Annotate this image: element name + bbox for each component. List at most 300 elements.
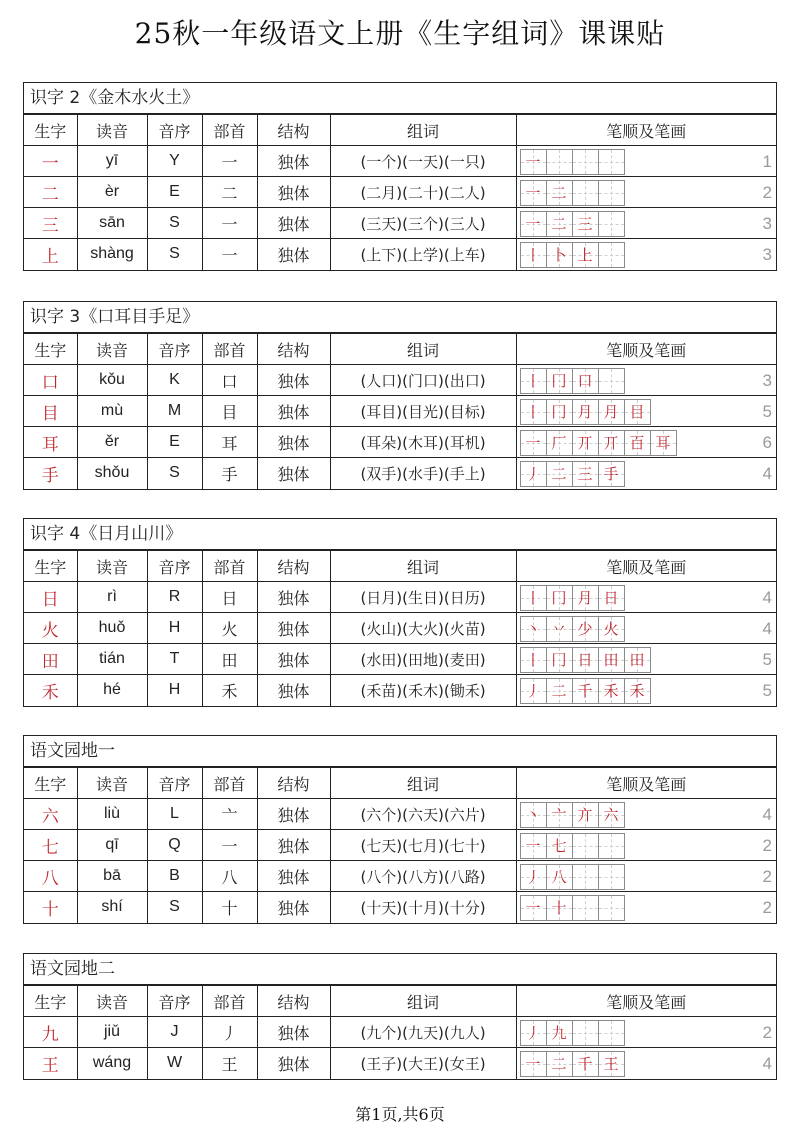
stroke-order-cell bbox=[516, 177, 776, 208]
structure: 独体 bbox=[257, 675, 330, 706]
stroke-step: 王 bbox=[603, 1055, 619, 1073]
column-header: 笔顺及笔画 bbox=[516, 986, 776, 1017]
table-row bbox=[24, 208, 776, 239]
stroke-order-cell bbox=[516, 365, 776, 396]
stroke-box bbox=[599, 181, 625, 205]
character-table bbox=[24, 333, 776, 489]
stroke-box bbox=[573, 181, 599, 205]
section-3 bbox=[23, 518, 777, 707]
stroke-box bbox=[521, 586, 547, 610]
stroke-box bbox=[521, 1021, 547, 1045]
pinyin: hé bbox=[77, 675, 147, 706]
column-header: 读音 bbox=[77, 551, 147, 582]
stroke-box bbox=[573, 586, 599, 610]
stroke-step: 三 bbox=[577, 215, 593, 233]
stroke-count: 3 bbox=[762, 214, 772, 233]
stroke-box bbox=[573, 648, 599, 672]
stroke-step: 目 bbox=[629, 403, 645, 421]
character-table bbox=[24, 767, 776, 923]
table-row bbox=[24, 861, 776, 892]
stroke-step: 丶 bbox=[525, 620, 541, 638]
stroke-step: 丨 bbox=[525, 651, 541, 669]
phonetic-initial: E bbox=[147, 427, 202, 458]
stroke-count: 2 bbox=[762, 867, 772, 886]
section-heading: 识字 3《口耳目手足》 bbox=[24, 302, 776, 333]
stroke-box bbox=[521, 617, 547, 641]
structure: 独体 bbox=[257, 396, 330, 427]
phonetic-initial: Y bbox=[147, 146, 202, 177]
stroke-box bbox=[651, 431, 677, 455]
radical: 田 bbox=[202, 644, 257, 675]
stroke-order-cell bbox=[516, 1017, 776, 1048]
section-heading: 识字 4《日月山川》 bbox=[24, 519, 776, 550]
stroke-box bbox=[547, 803, 573, 827]
radical: 一 bbox=[202, 239, 257, 270]
stroke-step: 二 bbox=[551, 215, 567, 233]
stroke-box bbox=[521, 212, 547, 236]
radical: 火 bbox=[202, 613, 257, 644]
column-header: 部首 bbox=[202, 115, 257, 146]
stroke-box bbox=[521, 865, 547, 889]
stroke-count: 5 bbox=[762, 681, 772, 700]
new-character: 上 bbox=[24, 239, 77, 270]
new-character: 目 bbox=[24, 396, 77, 427]
structure: 独体 bbox=[257, 582, 330, 613]
stroke-count: 6 bbox=[762, 433, 772, 452]
table-row bbox=[24, 396, 776, 427]
table-row bbox=[24, 675, 776, 706]
stroke-grid bbox=[520, 864, 625, 890]
stroke-box bbox=[521, 803, 547, 827]
stroke-step: 亣 bbox=[577, 806, 593, 824]
stroke-box bbox=[547, 431, 573, 455]
stroke-box bbox=[599, 617, 625, 641]
stroke-step: 丨 bbox=[525, 403, 541, 421]
column-header: 音序 bbox=[147, 334, 202, 365]
stroke-count: 5 bbox=[762, 402, 772, 421]
page-footer: 第1页,共6页 bbox=[355, 1105, 445, 1124]
radical: 二 bbox=[202, 177, 257, 208]
stroke-grid bbox=[520, 211, 625, 237]
column-header: 音序 bbox=[147, 986, 202, 1017]
stroke-step: 上 bbox=[577, 246, 593, 264]
pinyin: liù bbox=[77, 799, 147, 830]
stroke-step: 田 bbox=[629, 651, 645, 669]
structure: 独体 bbox=[257, 892, 330, 923]
stroke-step: 亠 bbox=[551, 806, 567, 824]
stroke-box bbox=[547, 679, 573, 703]
stroke-box bbox=[521, 462, 547, 486]
stroke-order-cell bbox=[516, 799, 776, 830]
table-row bbox=[24, 239, 776, 270]
stroke-step: 丿 bbox=[525, 1024, 541, 1042]
stroke-box bbox=[599, 462, 625, 486]
stroke-count: 2 bbox=[762, 183, 772, 202]
table-row bbox=[24, 830, 776, 861]
stroke-order-cell bbox=[516, 239, 776, 270]
stroke-box bbox=[547, 1021, 573, 1045]
stroke-box bbox=[599, 586, 625, 610]
stroke-box bbox=[599, 400, 625, 424]
stroke-step: 丿 bbox=[525, 465, 541, 483]
new-character: 九 bbox=[24, 1017, 77, 1048]
stroke-order-cell bbox=[516, 427, 776, 458]
stroke-box bbox=[547, 865, 573, 889]
stroke-box bbox=[573, 679, 599, 703]
stroke-step: 一 bbox=[525, 215, 541, 233]
word-groups: (二月)(二十)(二人) bbox=[330, 177, 516, 208]
word-groups: (人口)(门口)(出口) bbox=[330, 365, 516, 396]
stroke-box bbox=[625, 679, 651, 703]
stroke-step: 冂 bbox=[551, 372, 567, 390]
stroke-step: 一 bbox=[525, 153, 541, 171]
stroke-order-cell bbox=[516, 396, 776, 427]
column-header: 组词 bbox=[330, 986, 516, 1017]
word-groups: (耳朵)(木耳)(耳机) bbox=[330, 427, 516, 458]
stroke-count: 1 bbox=[762, 152, 772, 171]
column-header: 组词 bbox=[330, 334, 516, 365]
stroke-count: 4 bbox=[762, 1054, 772, 1073]
stroke-grid bbox=[520, 616, 625, 642]
new-character: 手 bbox=[24, 458, 77, 489]
stroke-order-cell bbox=[516, 1048, 776, 1079]
table-row bbox=[24, 892, 776, 923]
stroke-box bbox=[599, 150, 625, 174]
stroke-box bbox=[599, 896, 625, 920]
character-table bbox=[24, 985, 776, 1079]
column-header: 笔顺及笔画 bbox=[516, 551, 776, 582]
phonetic-initial: R bbox=[147, 582, 202, 613]
phonetic-initial: T bbox=[147, 644, 202, 675]
stroke-step: 禾 bbox=[629, 682, 645, 700]
stroke-box bbox=[547, 648, 573, 672]
stroke-order-cell bbox=[516, 146, 776, 177]
stroke-box bbox=[599, 803, 625, 827]
stroke-box bbox=[573, 431, 599, 455]
stroke-step: 日 bbox=[577, 651, 593, 669]
word-groups: (王子)(大王)(女王) bbox=[330, 1048, 516, 1079]
column-header: 生字 bbox=[24, 551, 77, 582]
column-header: 生字 bbox=[24, 986, 77, 1017]
stroke-box bbox=[547, 896, 573, 920]
stroke-count: 3 bbox=[762, 371, 772, 390]
stroke-box bbox=[521, 400, 547, 424]
header-row bbox=[24, 551, 776, 582]
word-groups: (禾苗)(禾木)(锄禾) bbox=[330, 675, 516, 706]
new-character: 王 bbox=[24, 1048, 77, 1079]
stroke-count: 4 bbox=[762, 464, 772, 483]
stroke-box bbox=[547, 181, 573, 205]
structure: 独体 bbox=[257, 1017, 330, 1048]
stroke-order-cell bbox=[516, 582, 776, 613]
column-header: 笔顺及笔画 bbox=[516, 768, 776, 799]
word-groups: (六个)(六天)(六片) bbox=[330, 799, 516, 830]
pinyin: rì bbox=[77, 582, 147, 613]
header-row bbox=[24, 768, 776, 799]
stroke-step: 六 bbox=[603, 806, 619, 824]
structure: 独体 bbox=[257, 239, 330, 270]
structure: 独体 bbox=[257, 1048, 330, 1079]
column-header: 音序 bbox=[147, 115, 202, 146]
new-character: 一 bbox=[24, 146, 77, 177]
column-header: 部首 bbox=[202, 551, 257, 582]
pinyin: ěr bbox=[77, 427, 147, 458]
stroke-count: 4 bbox=[762, 619, 772, 638]
stroke-order-cell bbox=[516, 458, 776, 489]
pinyin: sān bbox=[77, 208, 147, 239]
pinyin: wáng bbox=[77, 1048, 147, 1079]
stroke-count: 4 bbox=[762, 588, 772, 607]
column-header: 读音 bbox=[77, 768, 147, 799]
stroke-step: 一 bbox=[525, 837, 541, 855]
word-groups: (三天)(三个)(三人) bbox=[330, 208, 516, 239]
stroke-box bbox=[573, 400, 599, 424]
stroke-count: 5 bbox=[762, 650, 772, 669]
stroke-box bbox=[521, 896, 547, 920]
column-header: 部首 bbox=[202, 334, 257, 365]
column-header: 笔顺及笔画 bbox=[516, 334, 776, 365]
phonetic-initial: W bbox=[147, 1048, 202, 1079]
stroke-count: 4 bbox=[762, 805, 772, 824]
section-1 bbox=[23, 82, 777, 271]
table-row bbox=[24, 1017, 776, 1048]
column-header: 音序 bbox=[147, 551, 202, 582]
radical: 日 bbox=[202, 582, 257, 613]
pinyin: shǒu bbox=[77, 458, 147, 489]
table-row bbox=[24, 613, 776, 644]
stroke-box bbox=[625, 400, 651, 424]
word-groups: (一个)(一天)(一只) bbox=[330, 146, 516, 177]
stroke-step: 九 bbox=[551, 1024, 567, 1042]
new-character: 口 bbox=[24, 365, 77, 396]
stroke-box bbox=[521, 834, 547, 858]
column-header: 结构 bbox=[257, 986, 330, 1017]
column-header: 生字 bbox=[24, 768, 77, 799]
table-row bbox=[24, 1048, 776, 1079]
stroke-box bbox=[521, 243, 547, 267]
stroke-box bbox=[573, 212, 599, 236]
stroke-step: 一 bbox=[525, 1055, 541, 1073]
pinyin: shàng bbox=[77, 239, 147, 270]
section-4 bbox=[23, 735, 777, 924]
stroke-grid bbox=[520, 678, 651, 704]
radical: 目 bbox=[202, 396, 257, 427]
stroke-step: 口 bbox=[577, 372, 593, 390]
stroke-step: 丨 bbox=[525, 372, 541, 390]
header-row bbox=[24, 334, 776, 365]
phonetic-initial: S bbox=[147, 208, 202, 239]
stroke-box bbox=[573, 834, 599, 858]
stroke-step: 月 bbox=[577, 589, 593, 607]
section-2 bbox=[23, 301, 777, 490]
stroke-box bbox=[521, 648, 547, 672]
stroke-step: 百 bbox=[629, 434, 645, 452]
column-header: 结构 bbox=[257, 115, 330, 146]
stroke-step: 田 bbox=[603, 651, 619, 669]
radical: 一 bbox=[202, 830, 257, 861]
character-table bbox=[24, 114, 776, 270]
stroke-step: 二 bbox=[551, 465, 567, 483]
table-row bbox=[24, 177, 776, 208]
table-row bbox=[24, 799, 776, 830]
stroke-grid bbox=[520, 647, 651, 673]
new-character: 二 bbox=[24, 177, 77, 208]
pinyin: kǒu bbox=[77, 365, 147, 396]
phonetic-initial: S bbox=[147, 239, 202, 270]
stroke-order-cell bbox=[516, 613, 776, 644]
stroke-step: 三 bbox=[577, 465, 593, 483]
new-character: 六 bbox=[24, 799, 77, 830]
column-header: 部首 bbox=[202, 768, 257, 799]
pinyin: shí bbox=[77, 892, 147, 923]
stroke-box bbox=[573, 150, 599, 174]
radical: 十 bbox=[202, 892, 257, 923]
radical: 口 bbox=[202, 365, 257, 396]
stroke-box bbox=[573, 1021, 599, 1045]
stroke-step: 冂 bbox=[551, 651, 567, 669]
stroke-order-cell bbox=[516, 675, 776, 706]
radical: 手 bbox=[202, 458, 257, 489]
stroke-step: 丨 bbox=[525, 246, 541, 264]
stroke-box bbox=[547, 1052, 573, 1076]
stroke-grid bbox=[520, 802, 625, 828]
stroke-box bbox=[547, 462, 573, 486]
stroke-step: 卜 bbox=[551, 246, 567, 264]
word-groups: (九个)(九天)(九人) bbox=[330, 1017, 516, 1048]
new-character: 禾 bbox=[24, 675, 77, 706]
stroke-order-cell bbox=[516, 208, 776, 239]
stroke-box bbox=[599, 212, 625, 236]
structure: 独体 bbox=[257, 613, 330, 644]
table-row bbox=[24, 146, 776, 177]
new-character: 七 bbox=[24, 830, 77, 861]
word-groups: (八个)(八方)(八路) bbox=[330, 861, 516, 892]
stroke-order-cell bbox=[516, 892, 776, 923]
new-character: 八 bbox=[24, 861, 77, 892]
stroke-box bbox=[599, 648, 625, 672]
structure: 独体 bbox=[257, 830, 330, 861]
stroke-step: 冂 bbox=[551, 403, 567, 421]
stroke-order-cell bbox=[516, 861, 776, 892]
stroke-box bbox=[573, 896, 599, 920]
phonetic-initial: J bbox=[147, 1017, 202, 1048]
table-row bbox=[24, 365, 776, 396]
table-row bbox=[24, 644, 776, 675]
stroke-step: 手 bbox=[603, 465, 619, 483]
column-header: 生字 bbox=[24, 334, 77, 365]
radical: 亠 bbox=[202, 799, 257, 830]
stroke-box bbox=[573, 369, 599, 393]
stroke-step: 八 bbox=[551, 868, 567, 886]
stroke-count: 3 bbox=[762, 245, 772, 264]
pinyin: èr bbox=[77, 177, 147, 208]
stroke-box bbox=[521, 431, 547, 455]
phonetic-initial: Q bbox=[147, 830, 202, 861]
structure: 独体 bbox=[257, 644, 330, 675]
radical: 一 bbox=[202, 146, 257, 177]
pinyin: mù bbox=[77, 396, 147, 427]
column-header: 部首 bbox=[202, 986, 257, 1017]
stroke-box bbox=[625, 431, 651, 455]
stroke-step: 千 bbox=[577, 1055, 593, 1073]
stroke-grid bbox=[520, 461, 625, 487]
stroke-step: 七 bbox=[551, 837, 567, 855]
column-header: 组词 bbox=[330, 115, 516, 146]
column-header: 读音 bbox=[77, 986, 147, 1017]
word-groups: (七天)(七月)(七十) bbox=[330, 830, 516, 861]
radical: 八 bbox=[202, 861, 257, 892]
stroke-grid bbox=[520, 149, 625, 175]
stroke-step: 少 bbox=[577, 620, 593, 638]
stroke-box bbox=[599, 1021, 625, 1045]
stroke-step: 冂 bbox=[551, 589, 567, 607]
stroke-box bbox=[547, 586, 573, 610]
stroke-box bbox=[547, 150, 573, 174]
column-header: 读音 bbox=[77, 115, 147, 146]
pinyin: qī bbox=[77, 830, 147, 861]
phonetic-initial: S bbox=[147, 458, 202, 489]
stroke-box bbox=[573, 617, 599, 641]
table-row bbox=[24, 582, 776, 613]
structure: 独体 bbox=[257, 799, 330, 830]
section-heading: 语文园地一 bbox=[24, 736, 776, 767]
stroke-box bbox=[521, 150, 547, 174]
stroke-step: 丿 bbox=[525, 868, 541, 886]
stroke-step: 二 bbox=[551, 184, 567, 202]
stroke-step: 丷 bbox=[551, 620, 567, 638]
stroke-box bbox=[625, 648, 651, 672]
column-header: 结构 bbox=[257, 768, 330, 799]
stroke-box bbox=[521, 369, 547, 393]
header-row bbox=[24, 986, 776, 1017]
stroke-step: 丌 bbox=[603, 434, 619, 452]
stroke-grid bbox=[520, 1051, 625, 1077]
section-5 bbox=[23, 953, 777, 1080]
stroke-step: 火 bbox=[603, 620, 619, 638]
stroke-order-cell bbox=[516, 644, 776, 675]
character-table bbox=[24, 550, 776, 706]
stroke-box bbox=[573, 803, 599, 827]
stroke-box bbox=[521, 1052, 547, 1076]
stroke-step: 千 bbox=[577, 682, 593, 700]
stroke-grid bbox=[520, 399, 651, 425]
stroke-box bbox=[547, 369, 573, 393]
stroke-box bbox=[521, 679, 547, 703]
pinyin: yī bbox=[77, 146, 147, 177]
phonetic-initial: H bbox=[147, 675, 202, 706]
word-groups: (日月)(生日)(日历) bbox=[330, 582, 516, 613]
stroke-step: 厂 bbox=[551, 434, 567, 452]
stroke-step: 月 bbox=[603, 403, 619, 421]
page-title: 25秋一年级语文上册《生字组词》课课贴 bbox=[134, 17, 666, 50]
word-groups: (火山)(大火)(火苗) bbox=[330, 613, 516, 644]
radical: 一 bbox=[202, 208, 257, 239]
word-groups: (耳目)(目光)(目标) bbox=[330, 396, 516, 427]
structure: 独体 bbox=[257, 458, 330, 489]
table-row bbox=[24, 427, 776, 458]
new-character: 火 bbox=[24, 613, 77, 644]
stroke-step: 耳 bbox=[655, 434, 671, 452]
stroke-box bbox=[521, 181, 547, 205]
phonetic-initial: M bbox=[147, 396, 202, 427]
stroke-grid bbox=[520, 368, 625, 394]
structure: 独体 bbox=[257, 861, 330, 892]
stroke-box bbox=[599, 369, 625, 393]
stroke-step: 日 bbox=[603, 589, 619, 607]
stroke-box bbox=[547, 834, 573, 858]
stroke-step: 丌 bbox=[577, 434, 593, 452]
stroke-grid bbox=[520, 1020, 625, 1046]
